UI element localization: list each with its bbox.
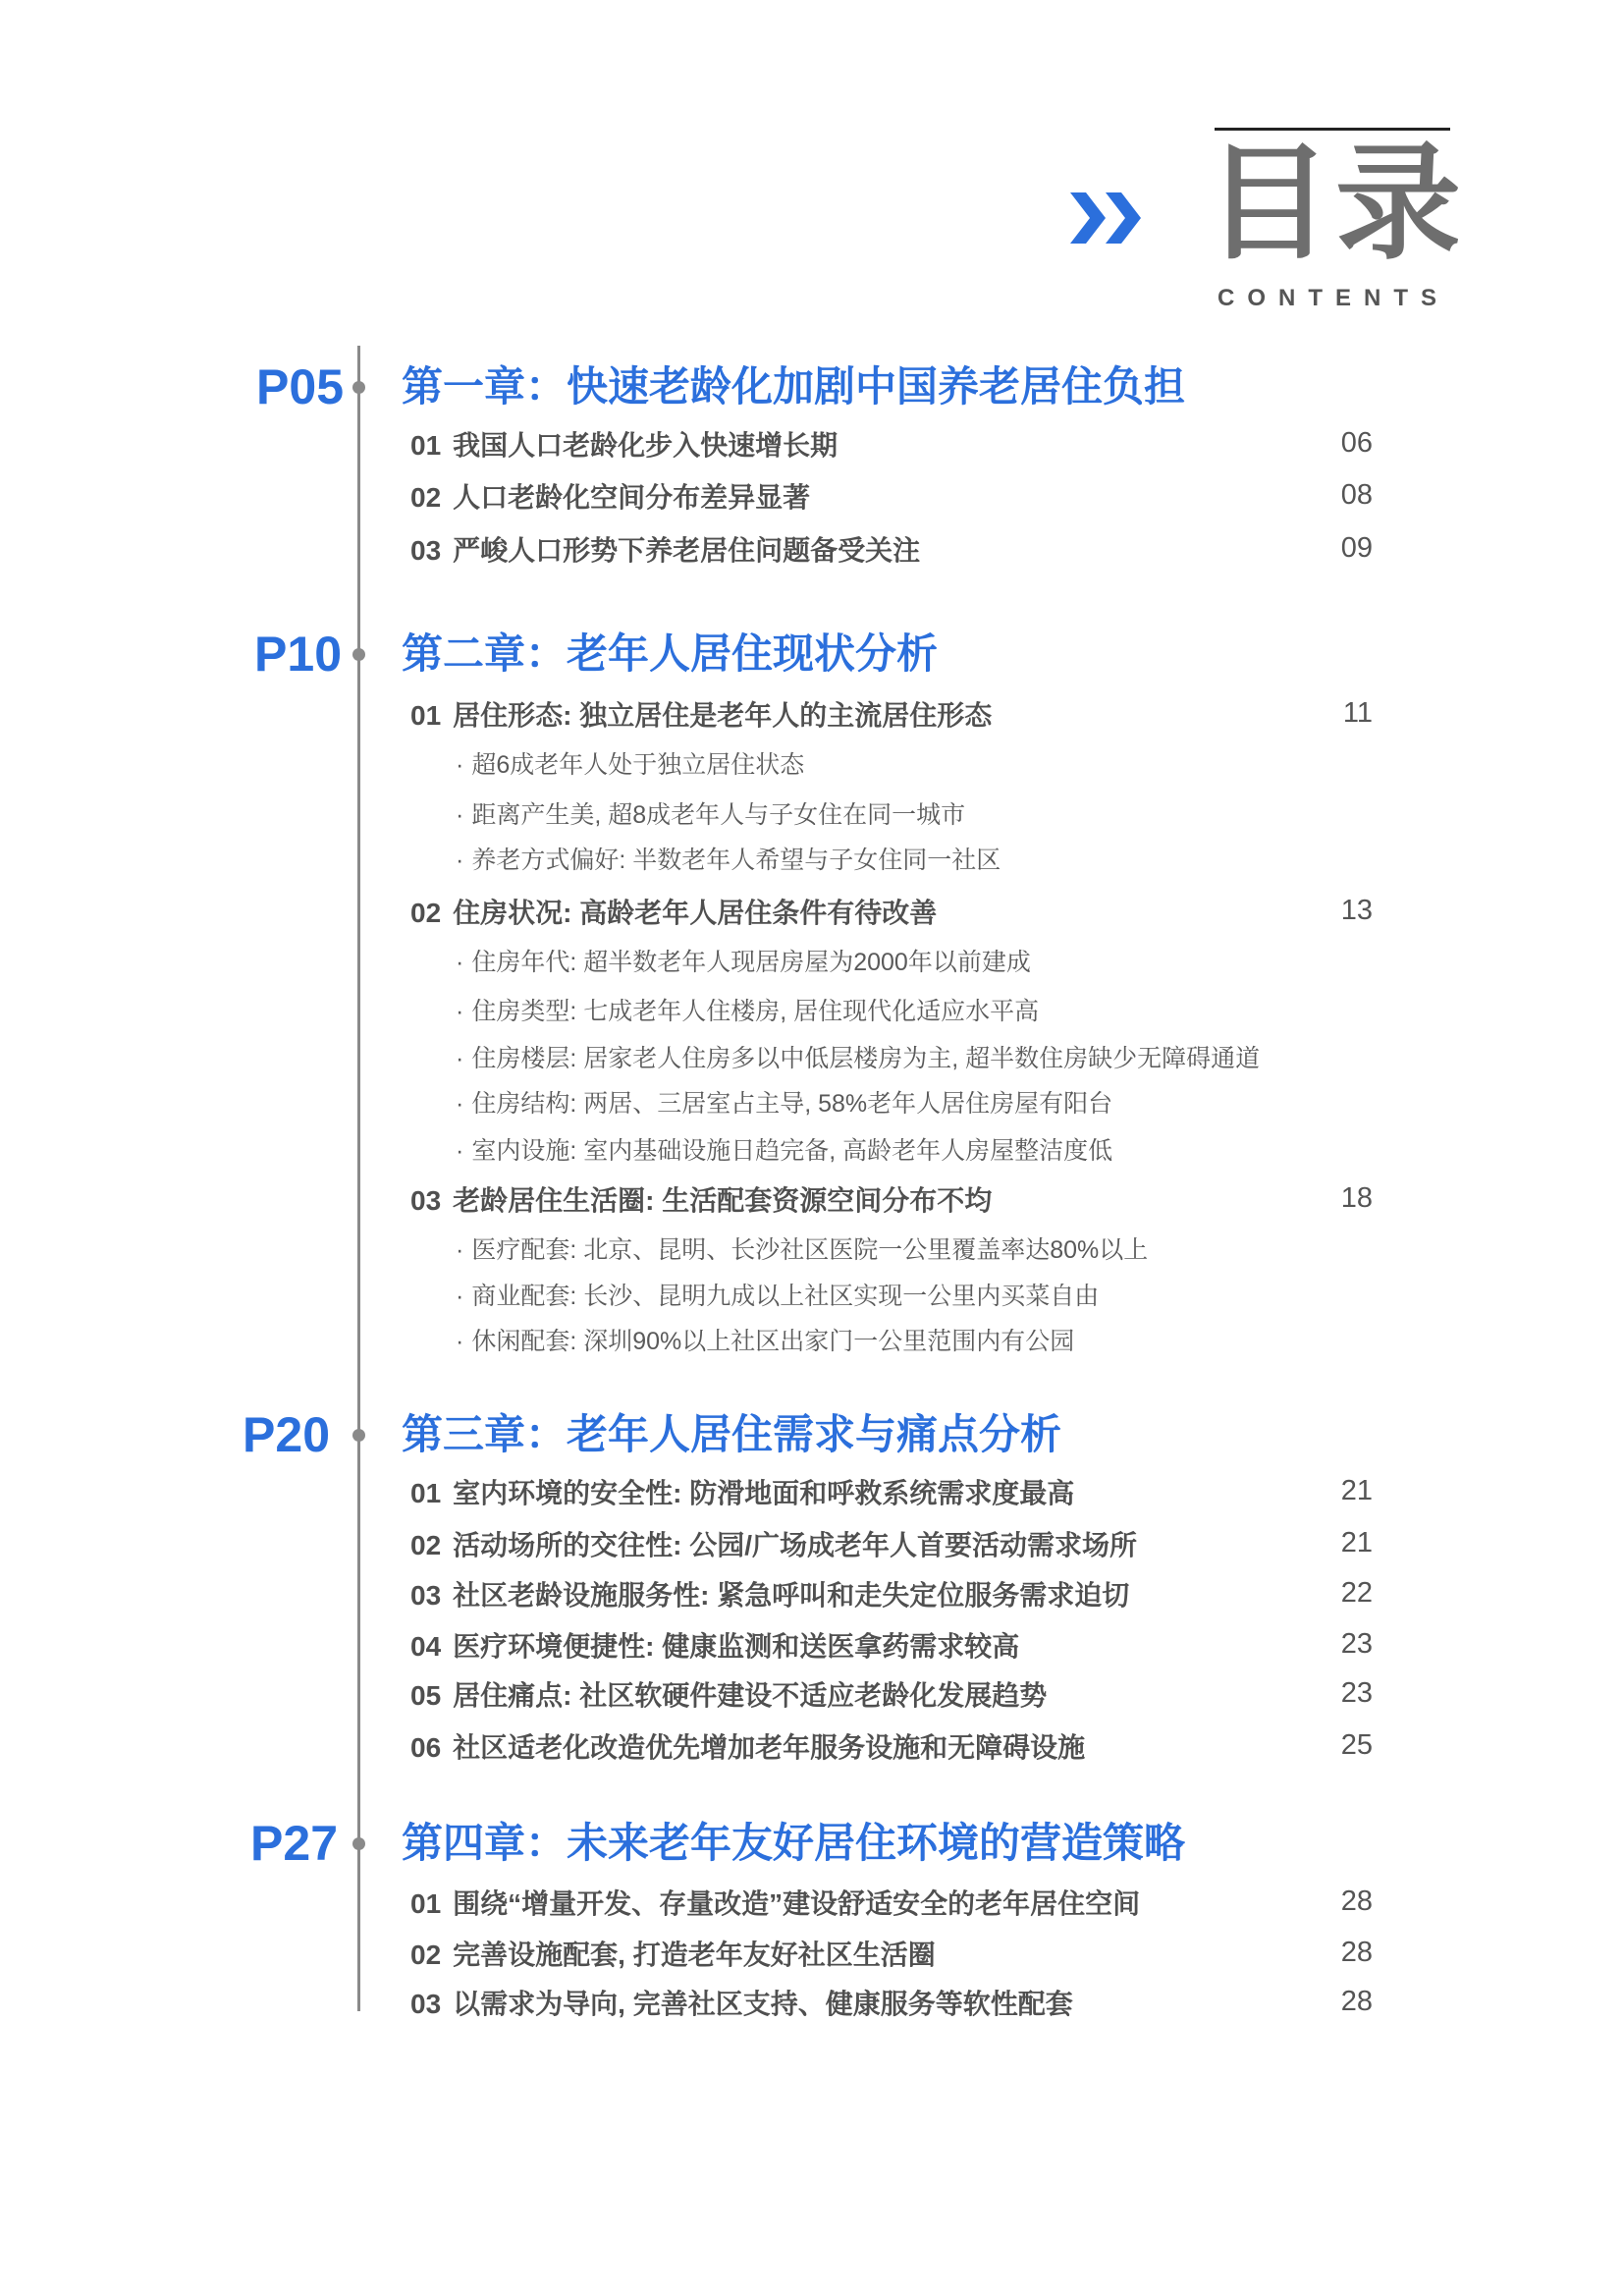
item-number: 01: [410, 700, 442, 731]
toc-item[interactable]: [410, 1629, 1373, 1665]
subitem-title: 医疗配套: 北京、昆明、长沙社区医院一公里覆盖率达80%以上: [471, 1236, 1149, 1264]
item-number: 02: [410, 482, 442, 513]
item-number: 02: [410, 898, 442, 928]
bullet-icon: ·: [456, 1283, 464, 1310]
subitem-title: 距离产生美, 超8成老年人与子女住在同一城市: [471, 801, 966, 829]
item-title: 人口老龄化空间分布差异显著: [453, 482, 811, 513]
toc-subitem[interactable]: [456, 844, 1001, 877]
toc-subitem[interactable]: [456, 946, 1031, 979]
chapter-page-number[interactable]: P20: [243, 1407, 330, 1462]
item-number: 03: [410, 1580, 442, 1611]
item-title: 社区老龄设施服务性: 紧急呼叫和走失定位服务需求迫切: [453, 1580, 1130, 1611]
toc-subitem[interactable]: [456, 748, 804, 782]
toc-subitem[interactable]: [456, 1325, 1074, 1358]
toc-subitem[interactable]: [456, 1042, 1260, 1075]
bullet-icon: ·: [456, 751, 464, 779]
item-page-number: 22: [1340, 1577, 1373, 1609]
item-number: 01: [410, 430, 442, 461]
item-title: 居住形态: 独立居住是老年人的主流居住形态: [453, 700, 993, 731]
item-page-number: 28: [1340, 1937, 1373, 1968]
subitem-title: 住房结构: 两居、三居室占主导, 58%老年人居住房屋有阳台: [471, 1090, 1113, 1118]
item-page-number: 08: [1340, 479, 1373, 511]
toc-item[interactable]: [410, 533, 1373, 569]
timeline-dot: [352, 648, 365, 661]
item-page-number: 21: [1340, 1475, 1373, 1506]
item-page-number: 11: [1342, 697, 1373, 729]
bullet-icon: ·: [456, 801, 464, 829]
item-page-number: 23: [1340, 1628, 1373, 1660]
subitem-title: 住房类型: 七成老年人住楼房, 居住现代化适应水平高: [471, 998, 1040, 1025]
toc-subitem[interactable]: [456, 1134, 1112, 1168]
chapter-title[interactable]: 第一章：快速老龄化加剧中国养老居住负担: [402, 363, 1186, 410]
chapter-page-number[interactable]: P05: [256, 359, 344, 414]
page-title: 目录: [1206, 134, 1466, 274]
item-number: 04: [410, 1631, 442, 1662]
item-number: 06: [410, 1732, 442, 1763]
toc-item[interactable]: [410, 1886, 1373, 1922]
item-title: 老龄居住生活圈: 生活配套资源空间分布不均: [453, 1185, 993, 1216]
toc-item[interactable]: [410, 1476, 1373, 1511]
toc-item[interactable]: [410, 1987, 1373, 2022]
header-rule: [1215, 128, 1450, 131]
item-number: 03: [410, 535, 442, 566]
chapter-page-number[interactable]: P10: [254, 627, 342, 682]
double-chevron-right-icon: [1070, 192, 1145, 244]
bullet-icon: ·: [456, 1045, 464, 1072]
item-page-number: 25: [1340, 1729, 1373, 1761]
bullet-icon: ·: [456, 1236, 464, 1264]
timeline-line: [357, 346, 360, 2011]
item-page-number: 06: [1340, 427, 1373, 459]
bullet-icon: ·: [456, 1328, 464, 1355]
item-number: 01: [410, 1888, 442, 1919]
item-number: 01: [410, 1478, 442, 1508]
subitem-title: 住房楼层: 居家老人住房多以中低层楼房为主, 超半数住房缺少无障碍通道: [471, 1045, 1261, 1072]
item-title: 居住痛点: 社区软硬件建设不适应老龄化发展趋势: [453, 1680, 1048, 1711]
toc-subitem[interactable]: [456, 1233, 1148, 1267]
toc-item[interactable]: [410, 1678, 1373, 1714]
toc-item[interactable]: [410, 1183, 1373, 1219]
chapter-title[interactable]: 第三章：老年人居住需求与痛点分析: [402, 1411, 1062, 1457]
item-page-number: 18: [1340, 1182, 1373, 1214]
subitem-title: 住房年代: 超半数老年人现居房屋为2000年以前建成: [471, 949, 1031, 976]
item-page-number: 21: [1340, 1527, 1373, 1558]
subitem-title: 养老方式偏好: 半数老年人希望与子女住同一社区: [471, 847, 1001, 874]
timeline-dot: [352, 1429, 365, 1442]
toc-item[interactable]: [410, 480, 1373, 516]
item-title: 室内环境的安全性: 防滑地面和呼救系统需求度最高: [453, 1478, 1075, 1508]
page-subtitle: CONTENTS: [1217, 285, 1449, 311]
item-number: 03: [410, 1185, 442, 1216]
toc-subitem[interactable]: [456, 995, 1039, 1028]
subitem-title: 休闲配套: 深圳90%以上社区出家门一公里范围内有公园: [471, 1328, 1075, 1355]
item-title: 围绕“增量开发、存量改造”建设舒适安全的老年居住空间: [453, 1888, 1141, 1919]
toc-subitem[interactable]: [456, 798, 965, 832]
item-title: 社区适老化改造优先增加老年服务设施和无障碍设施: [453, 1732, 1086, 1763]
item-page-number: 28: [1340, 1886, 1373, 1917]
toc-item[interactable]: [410, 1730, 1373, 1766]
item-title: 完善设施配套, 打造老年友好社区生活圈: [453, 1940, 936, 1970]
item-page-number: 28: [1340, 1986, 1373, 2017]
toc-item[interactable]: [410, 1578, 1373, 1613]
bullet-icon: ·: [456, 1090, 464, 1118]
item-title: 住房状况: 高龄老年人居住条件有待改善: [453, 898, 938, 928]
bullet-icon: ·: [456, 1137, 464, 1165]
item-title: 严峻人口形势下养老居住问题备受关注: [453, 535, 921, 566]
item-number: 02: [410, 1940, 442, 1970]
chapter-title[interactable]: 第四章：未来老年友好居住环境的营造策略: [402, 1820, 1186, 1866]
item-title: 我国人口老龄化步入快速增长期: [453, 430, 839, 461]
toc-subitem[interactable]: [456, 1280, 1099, 1313]
item-title: 以需求为导向, 完善社区支持、健康服务等软性配套: [453, 1989, 1073, 2019]
toc-item[interactable]: [410, 428, 1373, 464]
chapter-title[interactable]: 第二章：老年人居住现状分析: [402, 630, 939, 677]
item-page-number: 23: [1340, 1677, 1373, 1709]
bullet-icon: ·: [456, 949, 464, 976]
toc-subitem[interactable]: [456, 1087, 1112, 1121]
item-title: 活动场所的交往性: 公园/广场成老年人首要活动需求场所: [453, 1530, 1138, 1560]
item-number: 05: [410, 1680, 442, 1711]
timeline-dot: [352, 1837, 365, 1850]
subitem-title: 超6成老年人处于独立居住状态: [471, 751, 805, 779]
item-number: 02: [410, 1530, 442, 1560]
item-title: 医疗环境便捷性: 健康监测和送医拿药需求较高: [453, 1631, 1020, 1662]
chapter-page-number[interactable]: P27: [250, 1816, 338, 1871]
toc-item[interactable]: [410, 698, 1373, 734]
bullet-icon: ·: [456, 998, 464, 1025]
subitem-title: 商业配套: 长沙、昆明九成以上社区实现一公里内买菜自由: [471, 1283, 1100, 1310]
item-number: 03: [410, 1989, 442, 2019]
subitem-title: 室内设施: 室内基础设施日趋完备, 高龄老年人房屋整洁度低: [471, 1137, 1113, 1165]
item-page-number: 09: [1340, 532, 1373, 564]
item-page-number: 13: [1340, 895, 1373, 926]
timeline-dot: [352, 381, 365, 394]
toc-item[interactable]: [410, 1528, 1373, 1563]
toc-item[interactable]: [410, 1938, 1373, 1973]
bullet-icon: ·: [456, 847, 464, 874]
toc-item[interactable]: [410, 896, 1373, 931]
